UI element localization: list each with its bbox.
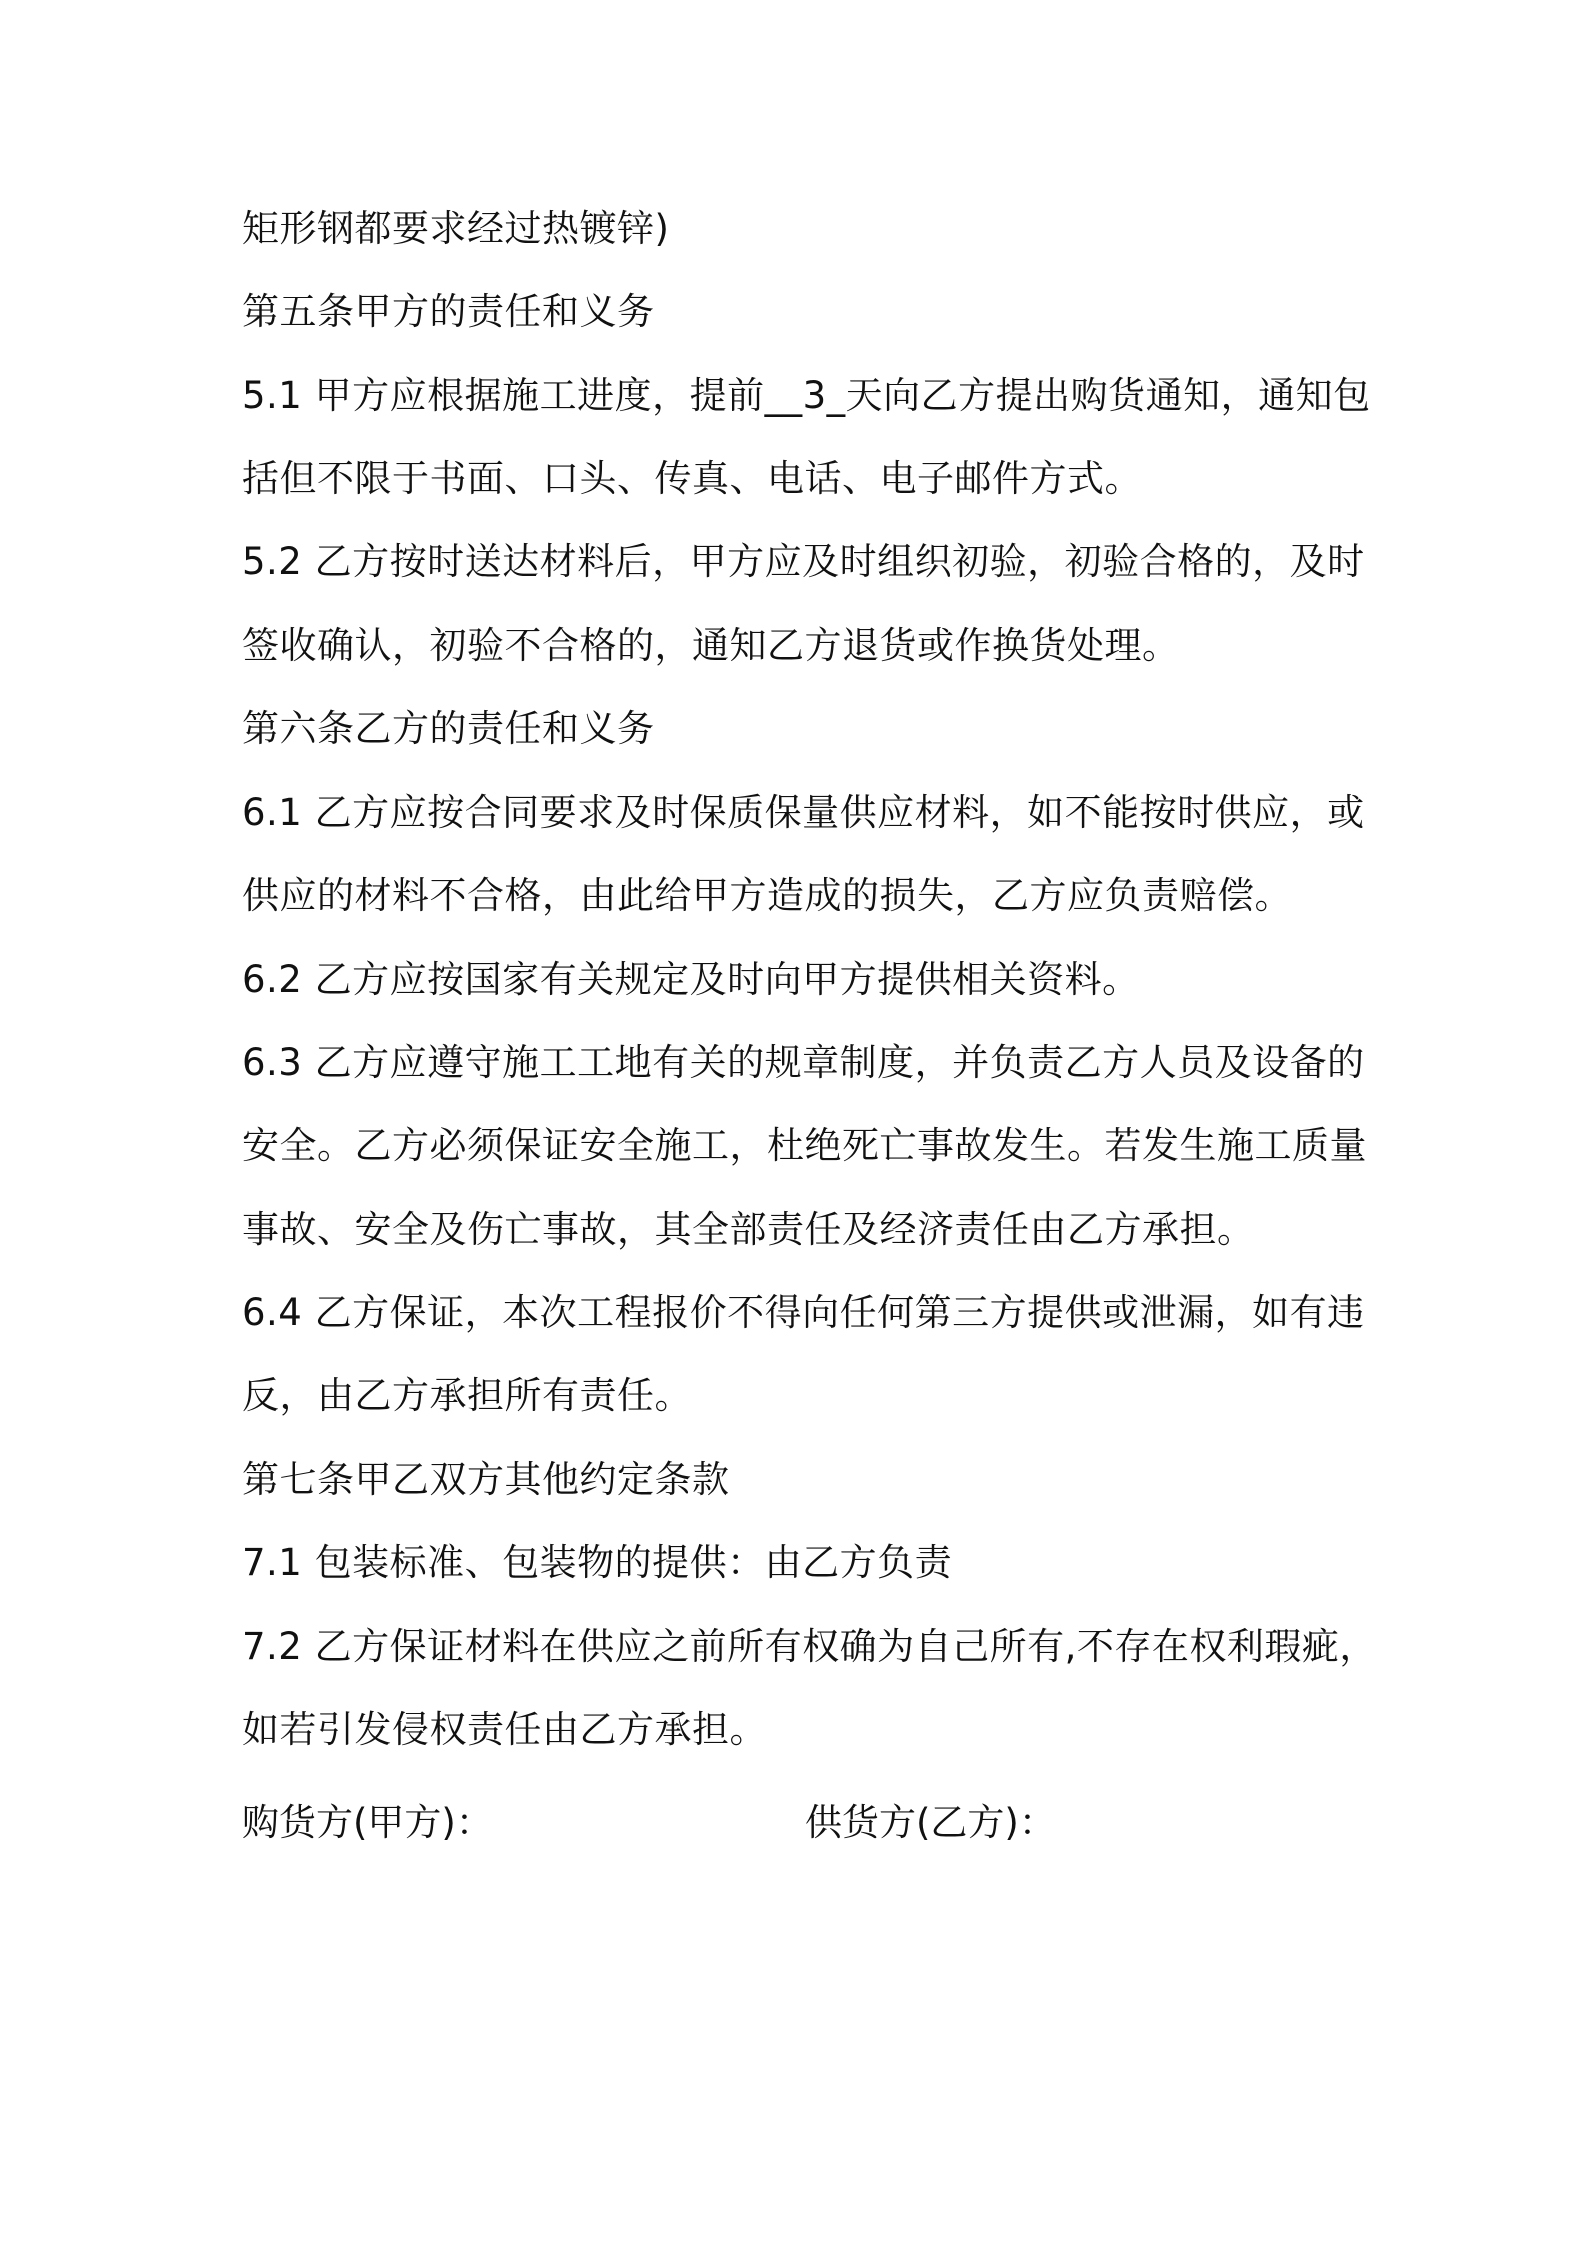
text-line: 7.2 乙方保证材料在供应之前所有权确为自己所有,不存在权利瑕疵， bbox=[242, 1625, 1377, 1668]
text-line: 6.1 乙方应按合同要求及时保质保量供应材料，如不能按时供应，或 bbox=[242, 791, 1365, 834]
section-heading-article-7: 第七条甲乙双方其他约定条款 bbox=[242, 1458, 730, 1501]
text-line: 事故、安全及伤亡事故，其全部责任及经济责任由乙方承担。 bbox=[242, 1208, 1255, 1251]
supplier-signature-label: 供货方(乙方)： bbox=[805, 1801, 1056, 1844]
text-line: 6.4 乙方保证，本次工程报价不得向任何第三方提供或泄漏，如有违 bbox=[242, 1291, 1365, 1334]
buyer-signature-label: 购货方(甲方)： bbox=[242, 1801, 493, 1844]
text-line: 供应的材料不合格，由此给甲方造成的损失，乙方应负责赔偿。 bbox=[242, 874, 1292, 917]
text-line: 反，由乙方承担所有责任。 bbox=[242, 1374, 692, 1417]
text-line: 如若引发侵权责任由乙方承担。 bbox=[242, 1708, 767, 1751]
text-line: 5.2 乙方按时送达材料后，甲方应及时组织初验，初验合格的，及时 bbox=[242, 540, 1365, 583]
text-line: 6.2 乙方应按国家有关规定及时向甲方提供相关资料。 bbox=[242, 958, 1140, 1001]
text-line: 5.1 甲方应根据施工进度，提前__3_天向乙方提出购货通知，通知包 bbox=[242, 374, 1371, 417]
text-line: 安全。乙方必须保证安全施工，杜绝死亡事故发生。若发生施工质量 bbox=[242, 1124, 1367, 1167]
section-heading-article-5: 第五条甲方的责任和义务 bbox=[242, 290, 655, 333]
text-line: 6.3 乙方应遵守施工工地有关的规章制度，并负责乙方人员及设备的 bbox=[242, 1041, 1365, 1084]
text-line: 括但不限于书面、口头、传真、电话、电子邮件方式。 bbox=[242, 457, 1142, 500]
text-line: 7.1 包装标准、包装物的提供：由乙方负责 bbox=[242, 1541, 953, 1584]
section-heading-article-6: 第六条乙方的责任和义务 bbox=[242, 707, 655, 750]
text-line: 签收确认，初验不合格的，通知乙方退货或作换货处理。 bbox=[242, 624, 1180, 667]
text-line: 矩形钢都要求经过热镀锌) bbox=[242, 207, 670, 250]
